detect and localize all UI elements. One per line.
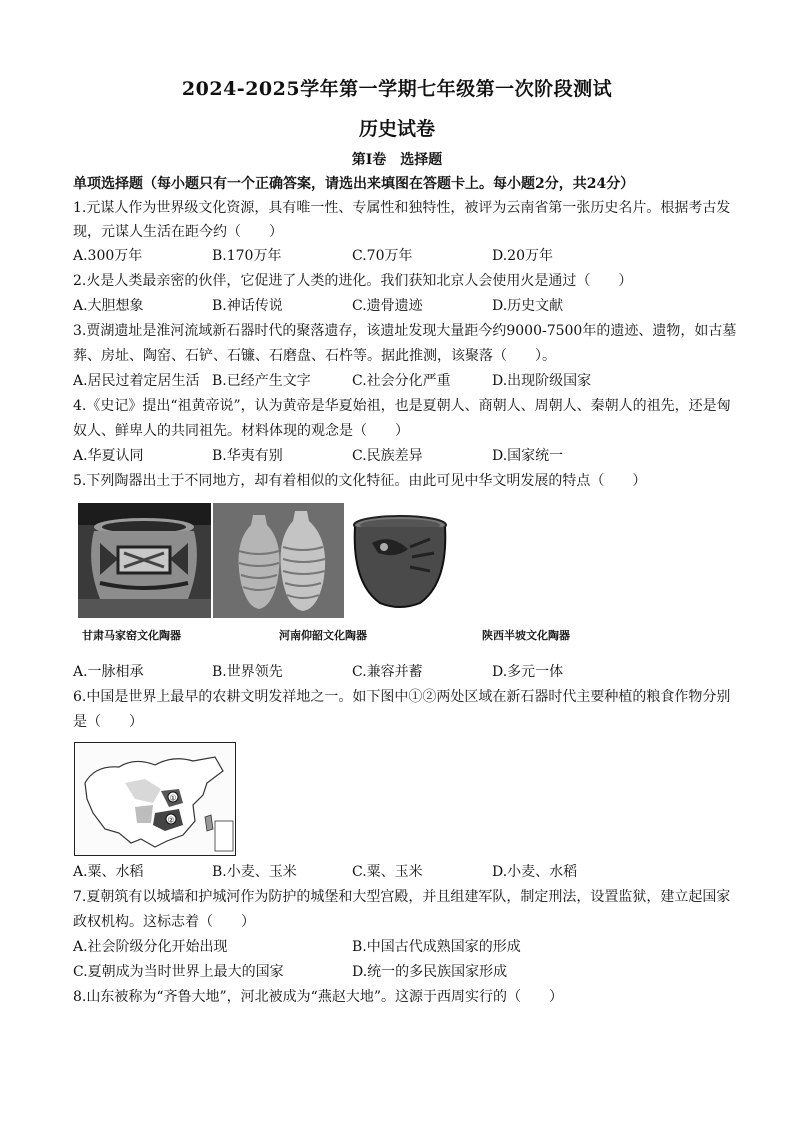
- q3-option-d[interactable]: D.出现阶级国家: [492, 373, 592, 389]
- caption-yangshao: 河南仰韶文化陶器: [279, 629, 367, 642]
- q3-option-a[interactable]: A.居民过着定居生活: [73, 373, 200, 389]
- q5-option-c[interactable]: C.兼容并蓄: [352, 664, 423, 680]
- q6-option-a[interactable]: A.粟、水稻: [73, 864, 144, 880]
- q4-option-a[interactable]: A.华夏认同: [73, 448, 144, 464]
- question-7-line-2: 政权机构。这标志着（ ）: [73, 914, 255, 930]
- question-1-line-2: 现，元谋人生活在距今约（ ）: [73, 224, 283, 240]
- majiayao-pottery-image: [78, 503, 211, 618]
- exam-subtitle: 历史试卷: [358, 118, 435, 140]
- q5-option-a[interactable]: A.一脉相承: [73, 664, 144, 680]
- q5-option-d[interactable]: D.多元一体: [492, 664, 564, 680]
- banpo-pottery-image: [350, 503, 452, 618]
- map-mark-2: ②: [167, 815, 175, 825]
- q1-option-d[interactable]: D.20万年: [492, 248, 553, 264]
- q1-option-b[interactable]: B.170万年: [212, 248, 282, 264]
- q5-option-b[interactable]: B.世界领先: [212, 664, 283, 680]
- q6-option-b[interactable]: B.小麦、玉米: [212, 864, 297, 880]
- question-6-line-1: 6.中国是世界上最早的农耕文明发祥地之一。如下图中①②两处区域在新石器时代主要种植的粮食作物分别: [73, 689, 731, 705]
- q7-option-d[interactable]: D.统一的多民族国家形成: [352, 964, 508, 980]
- china-map-image: [74, 742, 236, 856]
- question-5-line-1: 5.下列陶器出土于不同地方，却有着相似的文化特征。由此可见中华文明发展的特点（ ）: [73, 473, 647, 489]
- pottery-figures: [76, 503, 636, 643]
- caption-banpo: 陕西半坡文化陶器: [482, 629, 570, 642]
- question-6-line-2: 是（ ）: [73, 714, 143, 730]
- question-4-line-1: 4.《史记》提出“祖黄帝说”，认为黄帝是华夏始祖，也是夏朝人、商朝人、周朝人、秦朝人的祖先，还是匈: [73, 398, 731, 414]
- q1-option-c[interactable]: C.70万年: [352, 248, 413, 264]
- q2-option-c[interactable]: C.遗骨遗迹: [352, 298, 423, 314]
- question-1-line-1: 1.元谋人作为世界级文化资源，具有唯一性、专属性和独特性，被评为云南省第一张历史名片。根据考古发: [73, 200, 731, 216]
- q4-option-d[interactable]: D.国家统一: [492, 448, 564, 464]
- q2-option-d[interactable]: D.历史文献: [492, 298, 564, 314]
- q2-option-b[interactable]: B.神话传说: [212, 298, 283, 314]
- instructions: 单项选择题（每小题只有一个正确答案，请选出来填图在答题卡上。每小题2分，共24分）: [73, 176, 635, 192]
- q7-option-b[interactable]: B.中国古代成熟国家的形成: [352, 939, 521, 955]
- q4-option-b[interactable]: B.华夷有别: [212, 448, 283, 464]
- question-4-line-2: 奴人、鲜卑人的共同祖先。材料体现的观念是（ ）: [73, 423, 409, 439]
- q4-option-c[interactable]: C.民族差异: [352, 448, 423, 464]
- q1-option-a[interactable]: A.300万年: [73, 248, 143, 264]
- q7-option-c[interactable]: C.夏朝成为当时世界上最大的国家: [73, 964, 284, 980]
- q7-option-a[interactable]: A.社会阶级分化开始出现: [73, 939, 228, 955]
- question-2-line-1: 2.火是人类最亲密的伙伴，它促进了人类的进化。我们获知北京人会使用火是通过（ ）: [73, 273, 633, 289]
- question-7-line-1: 7.夏朝筑有以城墙和护城河作为防护的城堡和大型宫殿，并且组建军队，制定刑法，设置监狱，建立起国家: [73, 889, 731, 905]
- question-3-line-1: 3.贾湖遗址是淮河流域新石器时代的聚落遗存，该遗址发现大量距今约9000-7500年的遗迹、遗物，如古墓: [73, 323, 737, 339]
- section-heading: 第Ⅰ卷 选择题: [351, 152, 443, 168]
- q2-option-a[interactable]: A.大胆想象: [73, 298, 144, 314]
- question-8-line-1: 8.山东被称为“齐鲁大地”，河北被成为“燕赵大地”。这源于西周实行的（ ）: [73, 989, 563, 1005]
- q3-option-c[interactable]: C.社会分化严重: [352, 373, 451, 389]
- q6-option-c[interactable]: C.粟、玉米: [352, 864, 423, 880]
- yangshao-pottery-image: [213, 503, 344, 618]
- caption-majiayao: 甘肃马家窑文化陶器: [82, 629, 181, 642]
- map-mark-1: ①: [169, 793, 177, 803]
- q6-option-d[interactable]: D.小麦、水稻: [492, 864, 578, 880]
- question-3-line-2: 葬、房址、陶窑、石铲、石镰、石磨盘、石杵等。据此推测，该聚落（ ）。: [73, 348, 556, 364]
- q3-option-b[interactable]: B.已经产生文字: [212, 373, 311, 389]
- exam-title: 2024-2025学年第一学期七年级第一次阶段测试: [181, 78, 613, 100]
